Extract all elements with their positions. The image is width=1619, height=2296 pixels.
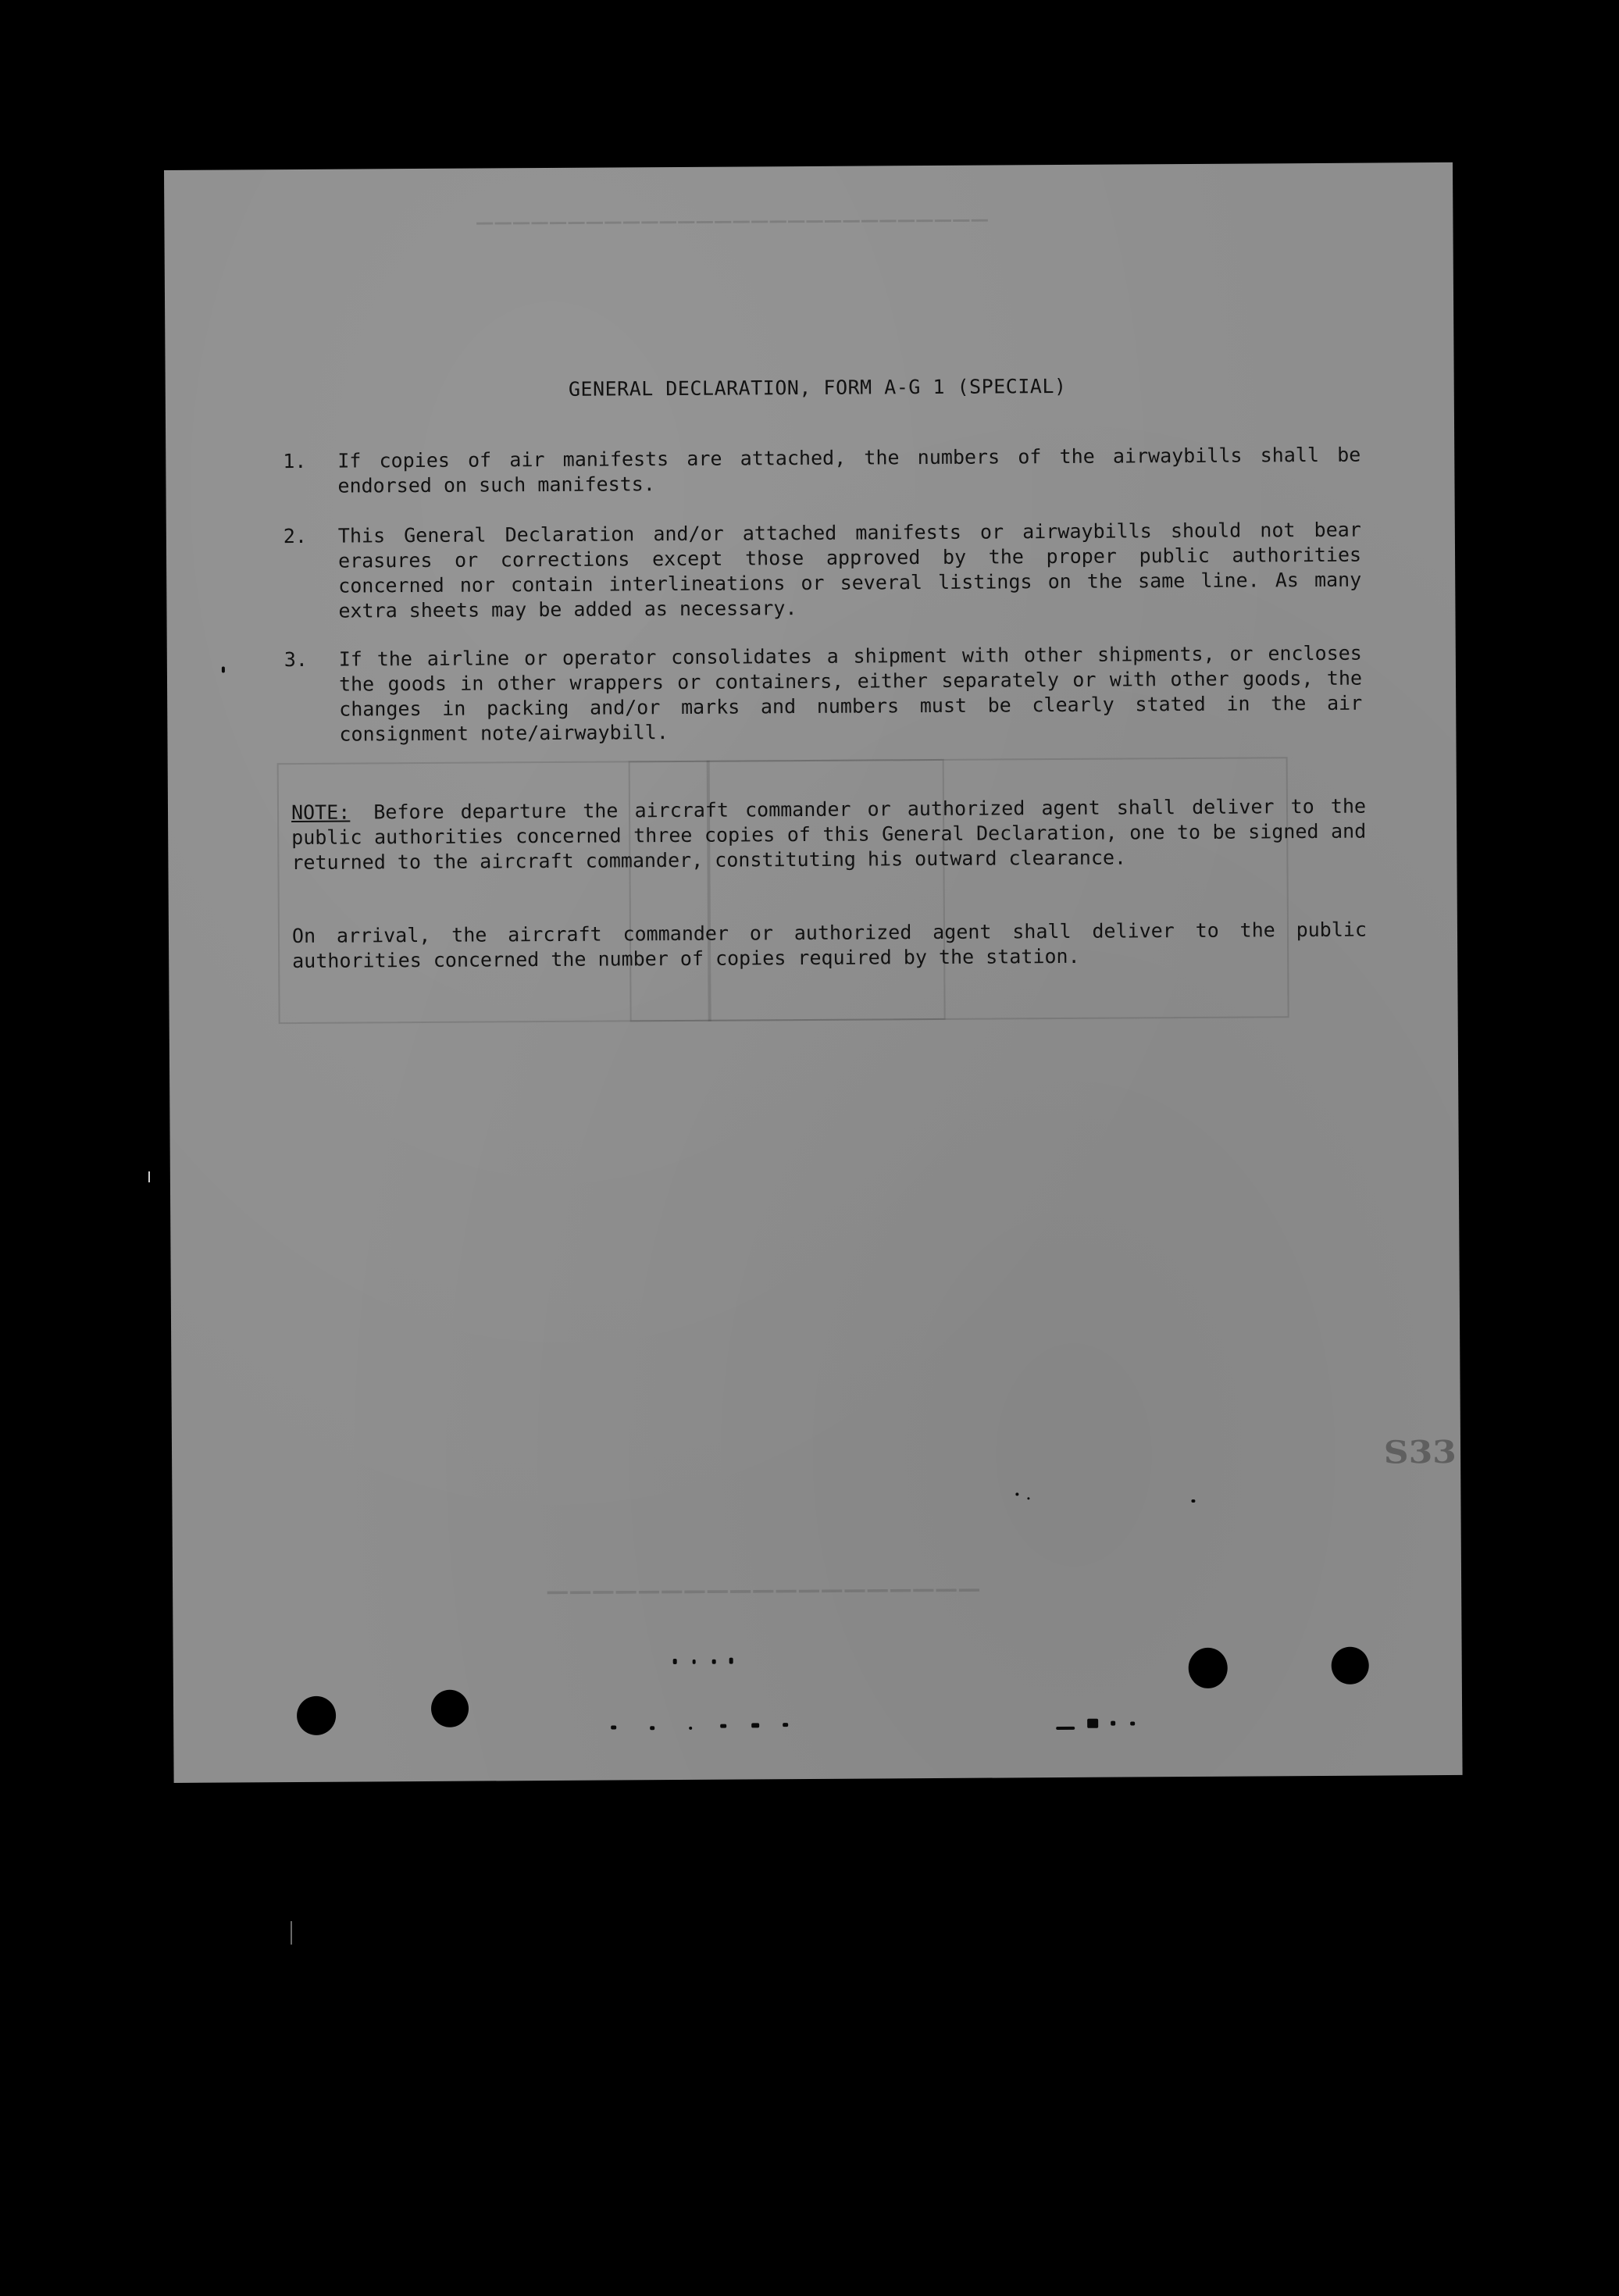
ink-speck [222,667,225,673]
scan-artifact [291,1921,292,1945]
instruction-item-3 [284,641,1370,746]
ink-speck [673,1659,677,1664]
form-title: GENERAL DECLARATION, FORM A-G 1 (SPECIAL) [568,374,1067,401]
ink-speck [1087,1719,1098,1728]
ink-speck [1056,1727,1075,1730]
note-text: Before departure the aircraft commander or authorized agent shall deliver to the public authorities concerned three copies of this General Declaration, one to be signed and returned to the aircraft commander, constituting his outward clearance. [291,794,1367,875]
item-number: 1. [283,449,307,473]
item-text: If copies of air manifests are attached, the numbers of the airwaybills shall be endorsed on such manifests. [337,443,1361,497]
instruction-item-1 [283,443,1368,497]
item-number: 3. [284,647,308,672]
ink-speck [650,1726,654,1730]
form-instructions [281,163,1368,973]
ink-speck [729,1658,733,1664]
page-number: S33 [1383,1433,1457,1471]
arrival-paragraph: On arrival, the aircraft commander or authorized agent shall deliver to the public authorities concerned the number of copies required by the station. [291,918,1368,973]
punch-hole [297,1696,336,1735]
document-page [164,162,1463,1783]
item-text: This General Declaration and/or attached manifests or airwaybills should not bear erasures or corrections except those approved by the proper public authorities concerned nor contain interlineations or several listings on the same line. As many extra sheets may be added as necessary. [337,518,1362,622]
ink-speck [693,1660,696,1664]
note-label: NOTE: [291,800,351,825]
punch-hole [1189,1648,1228,1688]
ink-speck [1191,1499,1195,1503]
ink-speck [720,1724,726,1728]
bleed-through-header: ──────────────────────────── [476,204,990,239]
ink-speck [689,1727,692,1730]
ink-speck [1027,1497,1029,1499]
punch-hole [431,1690,469,1727]
bleed-through-footer: ─────────────────── [547,1570,982,1613]
ink-speck [783,1723,788,1727]
item-number: 2. [283,524,308,548]
ink-speck [1111,1721,1115,1726]
ink-speck [751,1723,759,1727]
scan-artifact [148,1171,150,1182]
ink-speck [611,1725,616,1729]
ink-speck [1130,1721,1135,1725]
instruction-item-2 [283,518,1369,622]
note-paragraph [291,794,1367,875]
ink-speck [1015,1492,1018,1496]
ink-speck [712,1660,716,1664]
punch-hole [1332,1647,1369,1685]
item-text: If the airline or operator consolidates a shipment with other shipments, or encloses the goods in other wrappers or containers, either separately or with other goods, the changes in packing and/or marks and numbers must be clearly stated in the air consignment note/airwaybill. [338,641,1363,746]
